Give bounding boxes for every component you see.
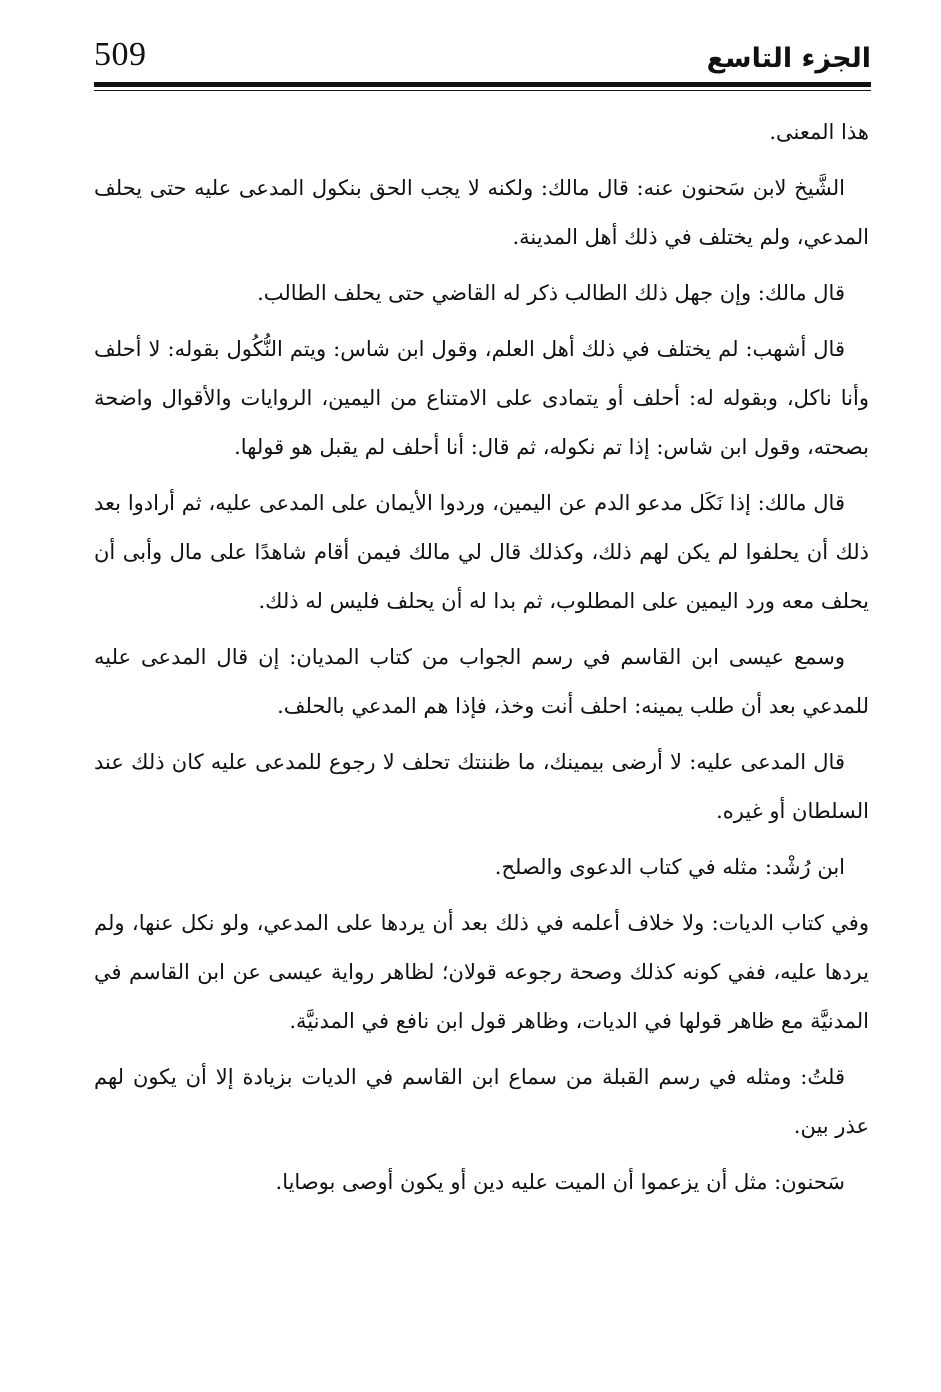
paragraph: قال المدعى عليه: لا أرضى بيمينك، ما ظننتك تحلف لا رجوع للمدعى عليه كان ذلك عند السلطان أو غيره. <box>94 750 869 823</box>
page-header <box>94 22 871 84</box>
paragraph: قلتُ: ومثله في رسم القبلة من سماع ابن القاسم في الديات بزيادة إلا أن يكون لهم عذر بين. <box>94 1065 869 1138</box>
paragraph: قال مالك: وإن جهل ذلك الطالب ذكر له القاضي حتى يحلف الطالب. <box>257 281 845 305</box>
header-rule-thick <box>94 82 871 87</box>
paragraph: قال مالك: إذا نَكَل مدعو الدم عن اليمين، وردوا الأيمان على المدعى عليه، ثم أرادوا بعد ذلك أن يحلفوا لم يكن لهم ذلك، وكذلك قال لي مالك فيمن أقام شاهدًا على مال وأبى أن يحلف معه ورد اليمين على المطلوب، ثم بدا له أن يحلف فليس له ذلك. <box>94 491 869 613</box>
paragraph: هذا المعنى. <box>769 120 869 144</box>
paragraph: سَحنون: مثل أن يزعموا أن الميت عليه دين أو يكون أوصى بوصايا. <box>275 1170 845 1194</box>
paragraph: قال أشهب: لم يختلف في ذلك أهل العلم، وقول ابن شاس: ويتم النُّكُول بقوله: لا أحلف وأنا ناكل، وبقوله له: أحلف أو يتمادى على الامتناع من اليمين، الروايات والأقوال واضحة بصحته، وقول ابن شاس: إذا تم نكوله، ثم قال: أنا أحلف لم يقبل هو قولها. <box>94 337 869 459</box>
running-title: الجزء التاسع <box>706 43 871 74</box>
paragraph: وفي كتاب الديات: ولا خلاف أعلمه في ذلك بعد أن يردها على المدعي، ولو نكل عنها، ولم يردها عليه، ففي كونه كذلك وصحة رجوعه قولان؛ لظاهر رواية عيسى عن ابن القاسم في المدنيَّة مع ظاهر قولها في الديات، وظاهر قول ابن نافع في المدنيَّة. <box>94 911 869 1033</box>
header-rule-thin <box>94 90 871 91</box>
paragraph: ابن رُشْد: مثله في كتاب الدعوى والصلح. <box>494 855 845 879</box>
page-number: 509 <box>94 36 147 73</box>
body-text <box>94 108 869 1214</box>
paragraph: الشَّيخ لابن سَحنون عنه: قال مالك: ولكنه لا يجب الحق بنكول المدعى عليه حتى يحلف المدعي، ولم يختلف في ذلك أهل المدينة. <box>94 176 869 249</box>
paragraph: وسمع عيسى ابن القاسم في رسم الجواب من كتاب المديان: إن قال المدعى عليه للمدعي بعد أن طلب يمينه: احلف أنت وخذ، فإذا هم المدعي بالحلف. <box>94 645 869 718</box>
